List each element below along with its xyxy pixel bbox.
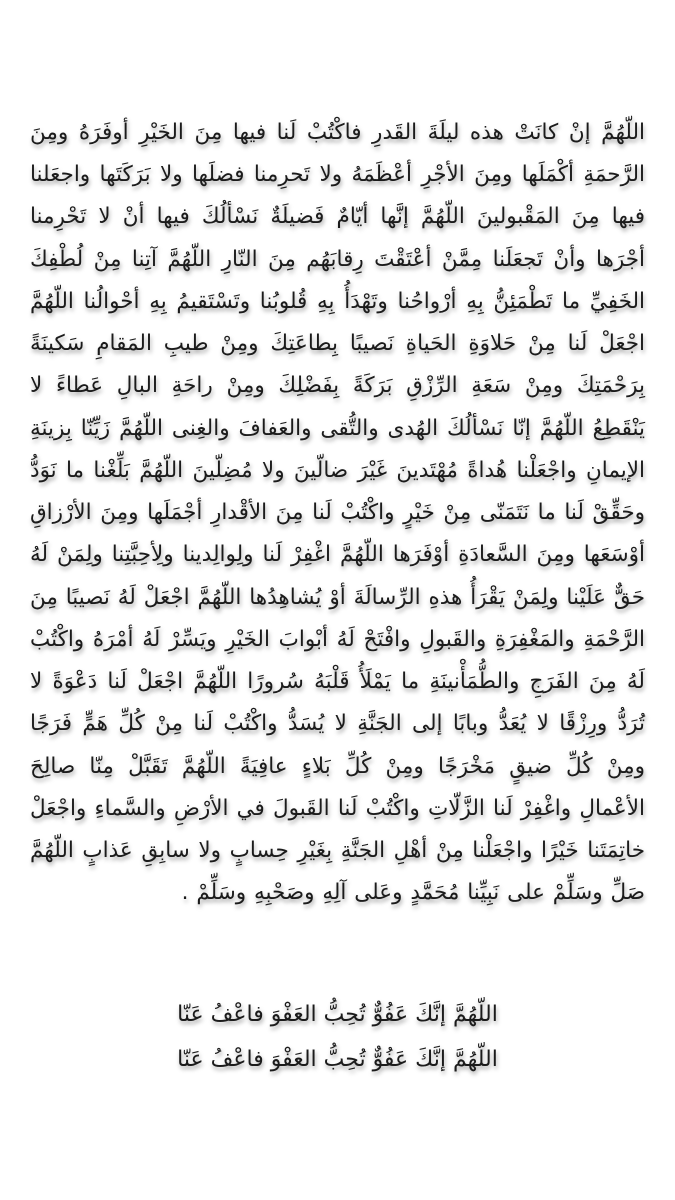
closing-supplication	[0, 992, 675, 1082]
closing-line-1: اللّهُمَّ إنَّكَ عَفُوٌّ تُحِبُّ العَفْوَ فاعْفُ عَنّا	[177, 1002, 498, 1027]
closing-line-2: اللّهُمَّ إنَّكَ عَفُوٌّ تُحِبُّ العَفْوَ فاعْفُ عَنّا	[177, 1047, 498, 1072]
prayer-paragraph: اللّهُمَّ إنْ كانَتْ هذه ليلَةَ القَدرِ فاكْتُبْ لَنا فيها مِنَ الخَيْرِ أوفَرَهُ ومِنَ الرَّحمَةِ أكْمَلَها ومِنَ الأجْرِ أعْظَمَهُ ولا تَحرِمنا فضلَها ولا بَرَكَتَها واجعَلنا فيها مِنَ المَقْبولينَ اللّهُمَّ إنَّها أيّامٌ فَضيلَةٌ نَسْألُكَ فيها أنْ لا تَحْرِمنا أجْرَها وأنْ تَجعَلَنا مِمَّنْ أعْتَقْتَ رِقابَهُم مِنَ النّارِ اللّهُمَّ آتِنا مِنْ لُطْفِكَ الخَفِيِّ ما تَطْمَئِنُّ بِهِ أرْواحُنا وتَهْدَأُ بِهِ قُلوبُنا وتَسْتَقيمُ بِهِ أحْوالُنا اللّهُمَّ اجْعَلْ لَنا مِنْ حَلاوَةِ الحَياةِ نَصيبًا بِطاعَتِكَ ومِنْ طيبِ المَقامِ سَكينَةً بِرَحْمَتِكَ ومِنْ سَعَةِ الرِّزْقِ بَرَكَةً بِفَضْلِكَ ومِنْ راحَةِ البالِ عَطاءً لا يَنْقَطِعُ اللّهُمَّ إنّا نَسْألُكَ الهُدى والتُّقى والعَفافَ والغِنى اللّهُمَّ زَيِّنّا بِزينَةِ الإيمانِ واجْعَلْنا هُداةً مُهْتَدينَ غَيْرَ ضالّينَ ولا مُضِلّينَ اللّهُمَّ بَلِّغْنا ما نَوَدُّ وحَقِّقْ لَنا ما نَتَمَنّى مِنْ خَيْرٍ واكْتُبْ لَنا مِنَ الأقْدارِ أجْمَلَها ومِنَ الأرْزاقِ أوْسَعَها ومِنَ السَّعادَةِ أوْفَرَها اللّهُمَّ اغْفِرْ لَنا ولِوالِدينا ولِأحِبَّتِنا ولِمَنْ لَهُ حَقٌّ عَلَيْنا ولِمَنْ يَقْرَأُ هذهِ الرِّسالَةَ أوْ يُشاهِدُها اللّهُمَّ اجْعَلْ لَهُ نَصيبًا مِنَ الرَّحْمَةِ والمَغْفِرَةِ والقَبولِ وافْتَحْ لَهُ أبْوابَ الخَيْرِ ويَسِّرْ لَهُ أمْرَهُ واكْتُبْ لَهُ مِنَ الفَرَجِ والطُّمَأْنينَةِ ما يَمْلَأُ قَلْبَهُ سُرورًا اللّهُمَّ اجْعَلْ لَنا دَعْوَةً لا تُرَدُّ ورِزْقًا لا يُعَدُّ وبابًا إلى الجَنَّةِ لا يُسَدُّ واكْتُبْ لَنا مِنْ كُلِّ هَمٍّ فَرَجًا ومِنْ كُلِّ ضيقٍ مَخْرَجًا ومِنْ كُلِّ بَلاءٍ عافِيَةً اللّهُمَّ تَقَبَّلْ مِنّا صالِحَ الأعْمالِ واغْفِرْ لَنا الزَّلّاتِ واكْتُبْ لَنا القَبولَ في الأرْضِ والسَّماءِ واجْعَلْ خاتِمَتَنا خَيْرًا واجْعَلْنا مِنْ أهْلِ الجَنَّةِ بِغَيْرِ حِسابٍ ولا سابِقِ عَذابٍ اللّهُمَّ صَلِّ وسَلِّمْ على نَبِيِّنا مُحَمَّدٍ وعَلى آلِهِ وصَحْبِهِ وسَلِّمْ .	[30, 120, 645, 906]
